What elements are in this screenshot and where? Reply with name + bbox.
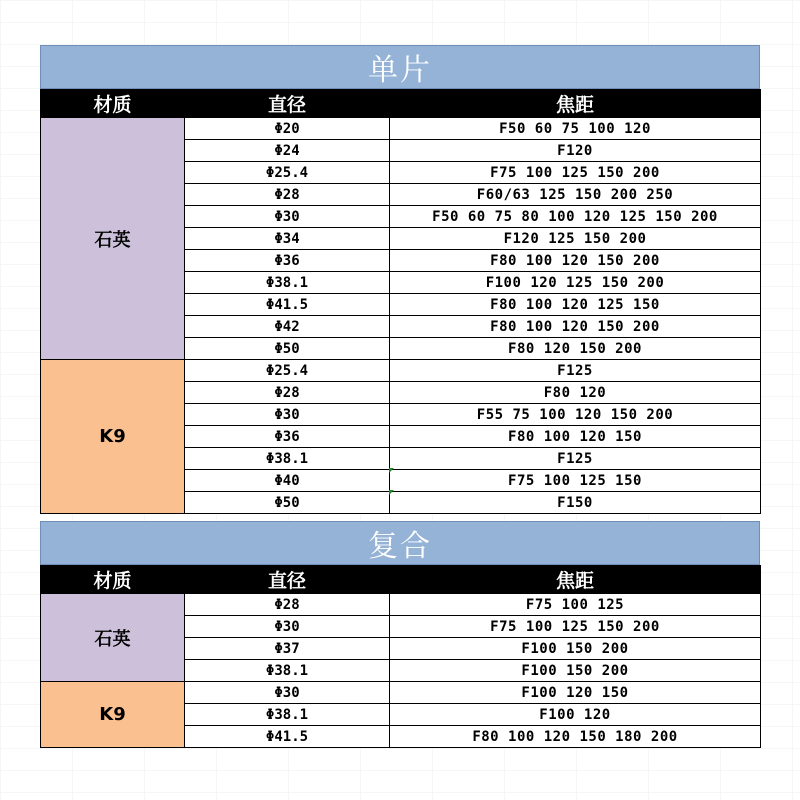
diameter-cell[interactable]: Φ34 [185, 228, 390, 250]
material-cell[interactable]: K9 [41, 360, 185, 514]
focal-length-cell[interactable]: F100 150 200 [390, 638, 761, 660]
material-cell[interactable]: 石英 [41, 118, 185, 360]
diameter-cell[interactable]: Φ24 [185, 140, 390, 162]
table-body [41, 594, 761, 748]
focal-length-cell[interactable]: F120 125 150 200 [390, 228, 761, 250]
cell-comment-marker-icon[interactable] [389, 468, 394, 473]
diameter-cell[interactable]: Φ37 [185, 638, 390, 660]
table-body [41, 118, 761, 514]
focal-length-cell[interactable]: F75 100 125 150 200 [390, 616, 761, 638]
header-row [41, 90, 761, 118]
focal-length-cell[interactable]: F80 100 120 125 150 [390, 294, 761, 316]
focal-length-cell[interactable]: F80 100 120 150 200 [390, 316, 761, 338]
diameter-cell[interactable]: Φ20 [185, 118, 390, 140]
table-row [41, 682, 761, 704]
focal-length-cell[interactable]: F100 120 [390, 704, 761, 726]
header-material: 材质 [41, 90, 185, 118]
focal-length-cell[interactable]: F125 [390, 448, 761, 470]
focal-length-cell[interactable]: F50 60 75 100 120 [390, 118, 761, 140]
diameter-cell[interactable]: Φ36 [185, 426, 390, 448]
diameter-cell[interactable]: Φ50 [185, 338, 390, 360]
header-row [41, 566, 761, 594]
section-compound-lens [40, 521, 760, 748]
focal-length-cell[interactable]: F80 100 120 150 180 200 [390, 726, 761, 748]
diameter-cell[interactable]: Φ30 [185, 404, 390, 426]
diameter-cell[interactable]: Φ30 [185, 682, 390, 704]
diameter-cell[interactable]: Φ28 [185, 594, 390, 616]
section-title: 单片 [40, 45, 760, 89]
diameter-cell[interactable]: Φ25.4 [185, 360, 390, 382]
diameter-cell[interactable]: Φ38.1 [185, 704, 390, 726]
header-diameter: 直径 [185, 566, 390, 594]
diameter-cell[interactable]: Φ38.1 [185, 448, 390, 470]
spec-table [40, 89, 761, 514]
focal-length-cell[interactable]: F75 100 125 150 [390, 470, 761, 492]
focal-length-cell[interactable]: F100 120 150 [390, 682, 761, 704]
material-cell[interactable]: 石英 [41, 594, 185, 682]
focal-length-cell[interactable]: F80 120 150 200 [390, 338, 761, 360]
section-single-lens [40, 45, 760, 514]
diameter-cell[interactable]: Φ30 [185, 206, 390, 228]
section-title: 复合 [40, 521, 760, 565]
table-row [41, 360, 761, 382]
diameter-cell[interactable]: Φ50 [185, 492, 390, 514]
header-focal: 焦距 [390, 566, 761, 594]
focal-length-cell[interactable]: F80 120 [390, 382, 761, 404]
focal-length-cell[interactable]: F150 [390, 492, 761, 514]
focal-length-cell[interactable]: F120 [390, 140, 761, 162]
diameter-cell[interactable]: Φ42 [185, 316, 390, 338]
header-material: 材质 [41, 566, 185, 594]
diameter-cell[interactable]: Φ28 [185, 184, 390, 206]
diameter-cell[interactable]: Φ41.5 [185, 726, 390, 748]
table-row [41, 118, 761, 140]
diameter-cell[interactable]: Φ36 [185, 250, 390, 272]
diameter-cell[interactable]: Φ38.1 [185, 272, 390, 294]
focal-length-cell[interactable]: F75 100 125 150 200 [390, 162, 761, 184]
diameter-cell[interactable]: Φ28 [185, 382, 390, 404]
header-diameter: 直径 [185, 90, 390, 118]
diameter-cell[interactable]: Φ41.5 [185, 294, 390, 316]
focal-length-cell[interactable]: F75 100 125 [390, 594, 761, 616]
focal-length-cell[interactable]: F50 60 75 80 100 120 125 150 200 [390, 206, 761, 228]
focal-length-cell[interactable]: F125 [390, 360, 761, 382]
diameter-cell[interactable]: Φ38.1 [185, 660, 390, 682]
focal-length-cell[interactable]: F100 120 125 150 200 [390, 272, 761, 294]
diameter-cell[interactable]: Φ25.4 [185, 162, 390, 184]
diameter-cell[interactable]: Φ30 [185, 616, 390, 638]
focal-length-cell[interactable]: F60/63 125 150 200 250 [390, 184, 761, 206]
focal-length-cell[interactable]: F55 75 100 120 150 200 [390, 404, 761, 426]
focal-length-cell[interactable]: F100 150 200 [390, 660, 761, 682]
table-row [41, 594, 761, 616]
cell-comment-marker-icon[interactable] [389, 490, 394, 495]
focal-length-cell[interactable]: F80 100 120 150 200 [390, 250, 761, 272]
material-cell[interactable]: K9 [41, 682, 185, 748]
diameter-cell[interactable]: Φ40 [185, 470, 390, 492]
focal-length-cell[interactable]: F80 100 120 150 [390, 426, 761, 448]
spec-table [40, 565, 761, 748]
header-focal: 焦距 [390, 90, 761, 118]
